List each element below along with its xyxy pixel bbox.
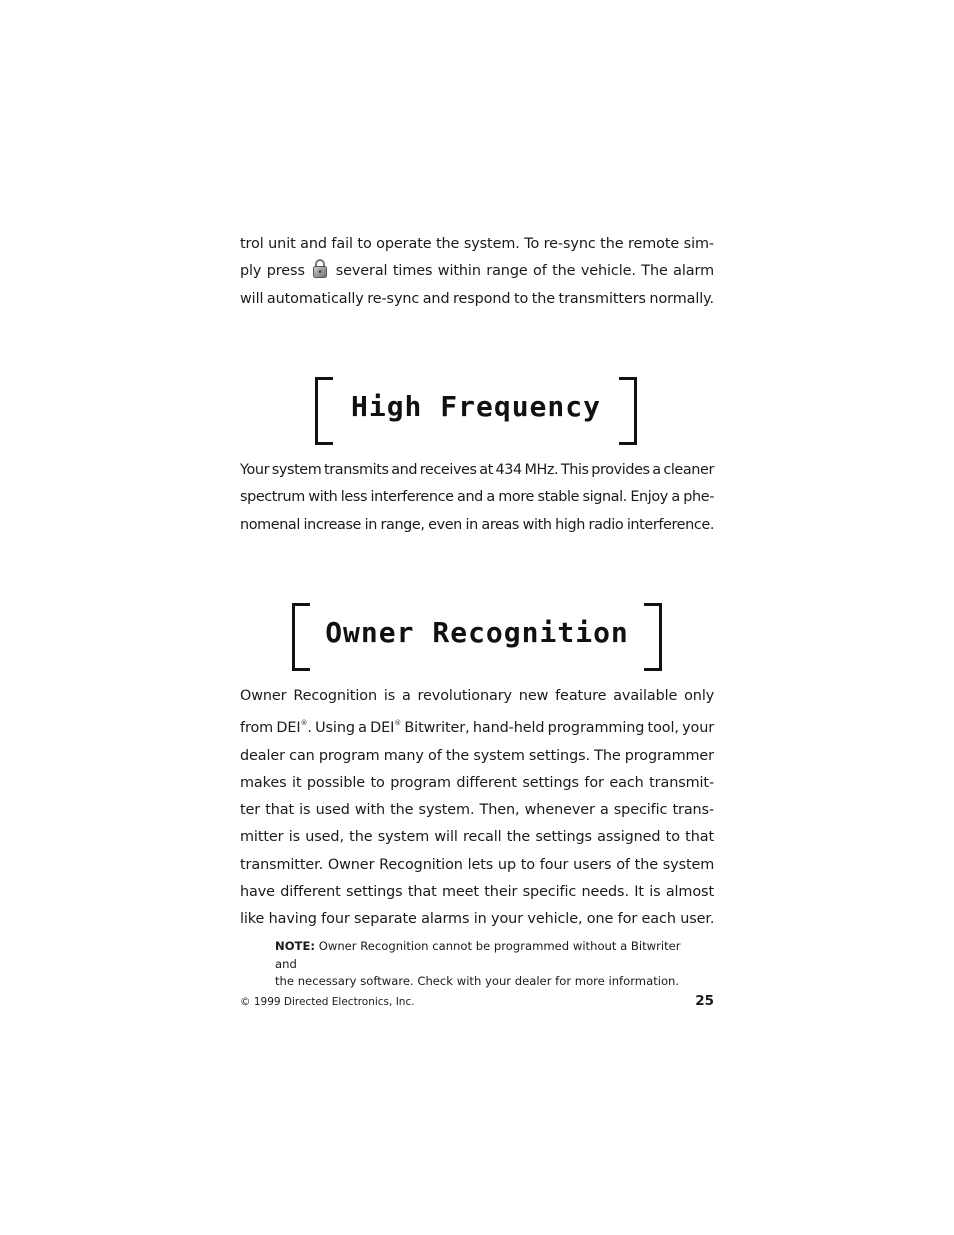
registered-mark: ® bbox=[300, 719, 308, 728]
note-line-2: the necessary software. Check with your dealer for more information. bbox=[275, 974, 680, 988]
owner-recognition-line-2 bbox=[240, 710, 714, 742]
owner-recognition-line-6: mitter is used, the system will recall the settings assigned to that bbox=[240, 829, 714, 846]
high-frequency-heading: High Frequency bbox=[350, 390, 601, 423]
owner-recognition-line-4: makes it possible to program different settings for each transmit- bbox=[240, 774, 715, 791]
owner-recognition-line-9: like having four separate alarms in your vehicle, one for each user. bbox=[240, 911, 715, 928]
owner-recognition-heading-box bbox=[292, 603, 662, 671]
note-label: NOTE: bbox=[275, 939, 316, 953]
owner-recognition-line-2a: from DEI bbox=[240, 720, 301, 737]
owner-recognition-line-7: transmitter. Owner Recognition lets up to four users of the system bbox=[240, 856, 715, 873]
owner-recognition-line-2c: Bitwriter, hand-held programming tool, your bbox=[401, 720, 715, 737]
copyright: © 1999 Directed Electronics, Inc. bbox=[240, 996, 415, 1008]
intro-line-3: will automatically re-sync and respond to the transmitters normally. bbox=[240, 290, 714, 307]
note-text-1: Owner Recognition cannot be programmed without a Bitwriter and bbox=[275, 939, 681, 971]
registered-mark: ® bbox=[394, 719, 402, 728]
owner-recognition-paragraph bbox=[240, 683, 714, 934]
high-frequency-line-2: spectrum with less interference and a more stable signal. Enjoy a phe- bbox=[240, 489, 714, 506]
note-line-1 bbox=[275, 938, 695, 973]
intro-line-2-before: ply press bbox=[240, 263, 305, 280]
high-frequency-paragraph bbox=[240, 457, 714, 539]
owner-recognition-line-1: Owner Recognition is a revolutionary new feature available only bbox=[240, 688, 715, 704]
intro-line-2-after: several times within range of the vehicle. The alarm bbox=[335, 263, 714, 280]
owner-recognition-line-5: ter that is used with the system. Then, whenever a specific trans- bbox=[240, 802, 715, 819]
owner-recognition-heading: Owner Recognition bbox=[325, 616, 629, 649]
owner-recognition-line-3: dealer can program many of the system settings. The programmer bbox=[240, 747, 714, 764]
intro-paragraph bbox=[240, 231, 714, 313]
intro-line-1: trol unit and fail to operate the system. To re-sync the remote sim- bbox=[240, 236, 714, 252]
owner-recognition-line-8: have different settings that meet their specific needs. It is almost bbox=[240, 884, 714, 901]
high-frequency-heading-box bbox=[315, 377, 637, 445]
note bbox=[275, 938, 695, 991]
lock-icon bbox=[312, 258, 328, 279]
high-frequency-line-1: Your system transmits and receives at 434 MHz. This provides a cleaner bbox=[240, 462, 714, 478]
page-number: 25 bbox=[695, 993, 714, 1009]
high-frequency-line-3: nomenal increase in range, even in areas with high radio interference. bbox=[240, 516, 714, 533]
intro-line-2 bbox=[240, 258, 714, 285]
owner-recognition-line-2b: . Using a DEI bbox=[307, 720, 395, 737]
